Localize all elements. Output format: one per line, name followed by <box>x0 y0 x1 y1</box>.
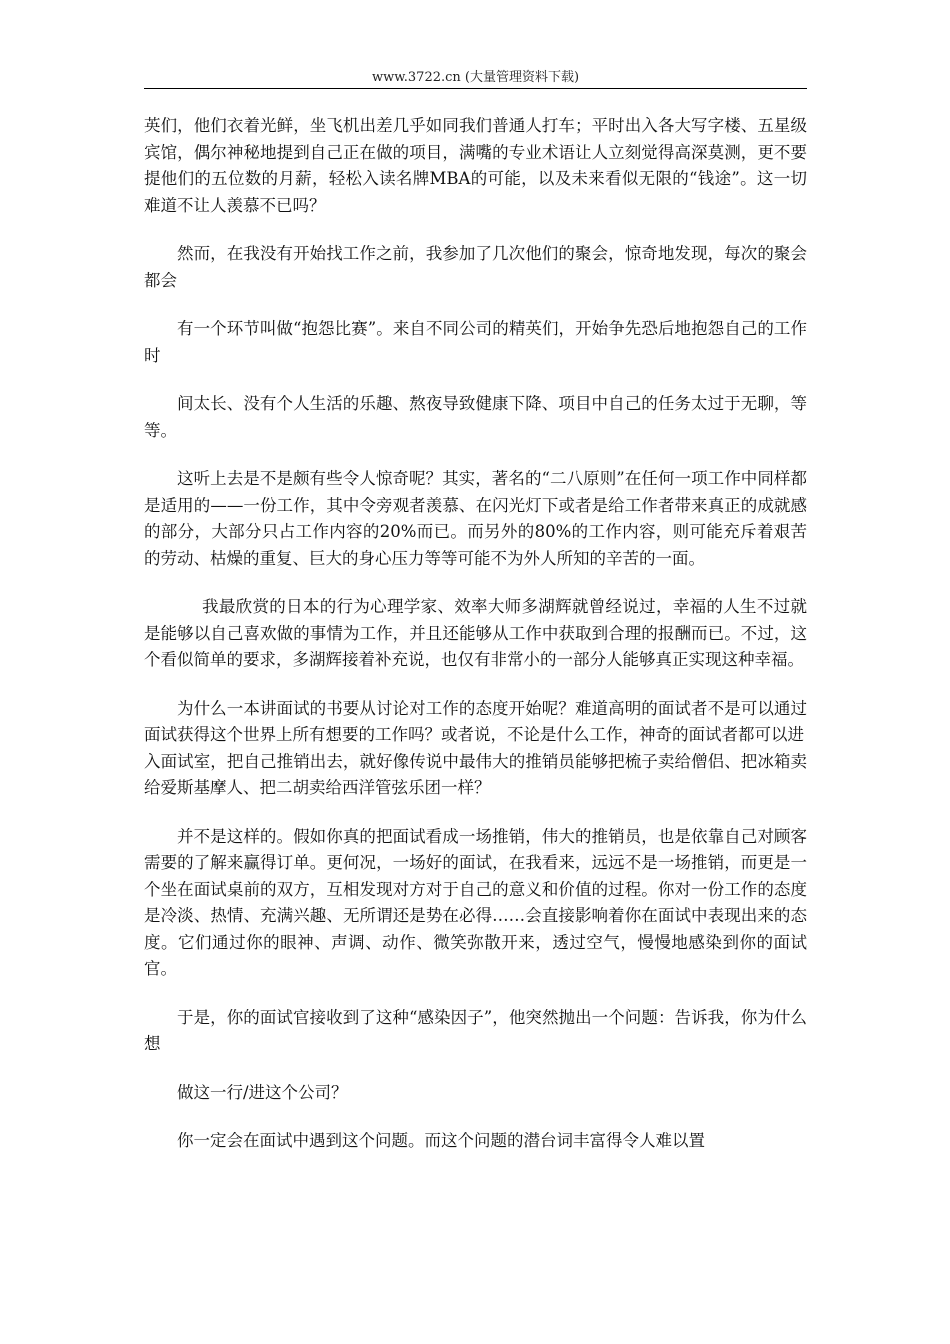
page-header: www.3722.cn (大量管理资料下载) <box>371 70 580 85</box>
header-rule <box>144 88 807 89</box>
paragraph: 间太长、没有个人生活的乐趣、熬夜导致健康下降、项目中自己的任务太过于无聊，等等。 <box>144 394 807 440</box>
paragraph: 做这一行/进这个公司？ <box>177 1082 348 1102</box>
paragraph: 为什么一本讲面试的书要从讨论对工作的态度开始呢？难道高明的面试者不是可以通过面试获得这个世界上所有想要的工作吗？或者说，不论是什么工作，神奇的面试者都可以进 <box>144 698 807 744</box>
paragraph: 英们，他们衣着光鲜，坐飞机出差几乎如同我们普通人打车；平时出入各大写字楼、五星级宾馆，偶尔神秘地提到自己正在做的项目，满嘴的专业术语让人立刻觉得高深莫测，更不要提他们的五位数的月薪，轻松入读名牌MBA的可能，以及未来看似无限的“钱途”。这一切难道不让人羡慕不已吗？ <box>144 116 807 215</box>
paragraph: 这听上去是不是颇有些令人惊奇呢？其实，著名的“二八原则”在任何一项工作中同样都是适用的——一份工作，其中令旁观者羡慕、在闪光灯下或者是给工作者带来真正的成就感的部分，大部分只占工作内容的20%而已。而另外的80%的工作内容，则可能充斥着艰苦的劳动、枯燥的重复、巨大的身心压力等等可能不为外人所知的辛苦的一面。 <box>144 469 807 568</box>
paragraph: 并不是这样的。假如你真的把面试看成一场推销，伟大的推销员，也是依靠自己对顾客需要的了解来赢得订单。更何况，一场好的面试，在我看来，远远不是一场推销，而更是一个坐在面试桌前的双方，互相发现对方对于自己的意义和价值的过程。你对一份工作的态度是冷淡、热情、充满兴趣、无所谓还是势在必得……会直接影响着你在面试中表现出来的态度。它们通过你的眼神、声调、动作、微笑弥散开来，透过空气，慢慢地感染到你的面试官。 <box>144 826 807 978</box>
paragraph: 你一定会在面试中遇到这个问题。而这个问题的潜台词丰富得令人难以置 <box>177 1131 705 1150</box>
document-body <box>144 113 807 1155</box>
paragraph: 有一个环节叫做“抱怨比赛”。来自不同公司的精英们，开始争先恐后地抱怨自己的工作时 <box>144 319 807 365</box>
paragraph: 入面试室，把自己推销出去，就好像传说中最伟大的推销员能够把梳子卖给僧侣、把冰箱卖给爱斯基摩人、把二胡卖给西洋管弦乐团一样？ <box>144 751 807 797</box>
paragraph: 于是，你的面试官接收到了这种“感染因子”，他突然抛出一个问题：告诉我，你为什么想 <box>144 1007 807 1053</box>
paragraph: 我最欣赏的日本的行为心理学家、效率大师多湖辉就曾经说过，幸福的人生不过就是能够以自己喜欢做的事情为工作，并且还能够从工作中获取到合理的报酬而已。不过，这个看似简单的要求，多湖辉接着补充说，也仅有非常小的一部分人能够真正实现这种幸福。 <box>144 597 807 669</box>
paragraph: 然而，在我没有开始找工作之前，我参加了几次他们的聚会，惊奇地发现，每次的聚会都会 <box>144 244 807 290</box>
